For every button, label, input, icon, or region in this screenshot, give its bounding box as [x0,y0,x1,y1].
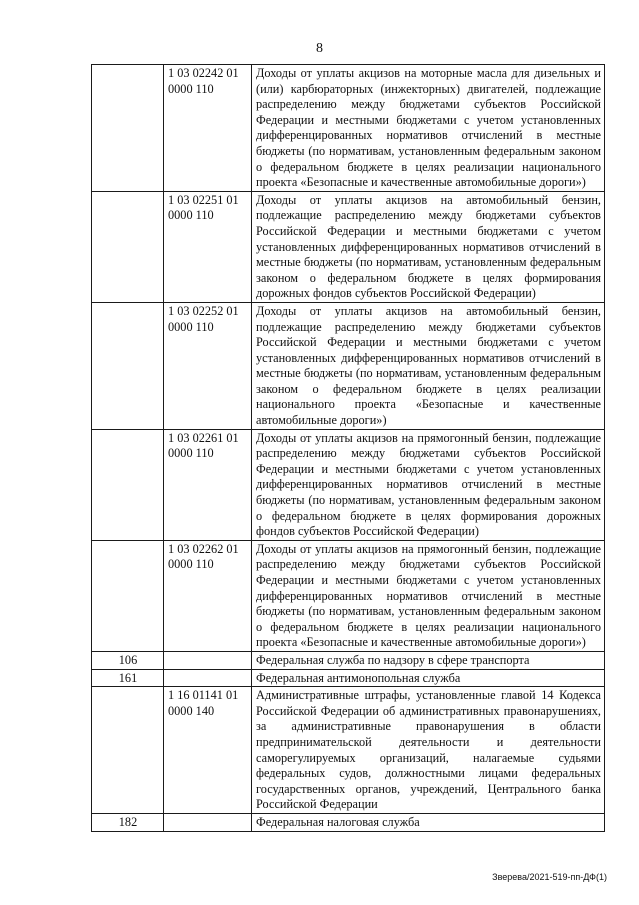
admin-code-cell [92,302,164,429]
budget-code-cell: 1 03 02242 01 0000 110 [164,65,252,192]
budget-code-cell: 1 03 02251 01 0000 110 [164,191,252,302]
description-cell: Доходы от уплаты акцизов на автомобильный бензин, подлежащие распределению между бюджетами субъектов Российской Федерации и местными бюджетами с учетом установленных дифференцированных нормативов отчислений в местные бюджеты (по нормативам, установленным федеральным законом о федеральном бюджете в целях формирования дорожных фондов субъектов Российской Федерации) [252,191,605,302]
description-cell: Федеральная служба по надзору в сфере транспорта [252,651,605,669]
admin-code-cell: 182 [92,813,164,831]
description-cell: Административные штрафы, установленные главой 14 Кодекса Российской Федерации об административных правонарушениях, за административные правонарушения в области предпринимательской деятельности и деятельности саморегулируемых организаций, налагаемые судьями федеральных судов, должностными лицами федеральных государственных органов, учреждений, Центрального банка Российской Федерации [252,687,605,814]
admin-code-cell [92,191,164,302]
description-cell: Федеральная налоговая служба [252,813,605,831]
table-row [92,669,605,687]
admin-code-cell [92,65,164,192]
budget-code-cell: 1 03 02261 01 0000 110 [164,429,252,540]
description-cell: Доходы от уплаты акцизов на автомобильный бензин, подлежащие распределению между бюджетами субъектов Российской Федерации и местными бюджетами с учетом установленных дифференцированных нормативов отчислений в местные бюджеты (по нормативам, установленным федеральным законом о федеральном бюджете в целях реализации национального проекта «Безопасные и качественные автомобильные дороги») [252,302,605,429]
admin-code-cell [92,687,164,814]
table-row [92,65,605,192]
table-row [92,540,605,651]
admin-code-cell [92,429,164,540]
description-cell: Федеральная антимонопольная служба [252,669,605,687]
admin-code-cell [92,540,164,651]
table-row [92,302,605,429]
description-cell: Доходы от уплаты акцизов на прямогонный бензин, подлежащие распределению между бюджетами субъектов Российской Федерации и местными бюджетами с учетом установленных дифференцированных нормативов отчислений в местные бюджеты (по нормативам, установленным федеральным законом о федеральном бюджете в целях реализации национального проекта «Безопасные и качественные автомобильные дороги») [252,540,605,651]
admin-code-cell: 161 [92,669,164,687]
revenue-classification-table [91,64,605,832]
description-cell: Доходы от уплаты акцизов на прямогонный бензин, подлежащие распределению между бюджетами субъектов Российской Федерации и местными бюджетами с учетом установленных дифференцированных нормативов отчислений в местные бюджеты (по нормативам, установленным федеральным законом о федеральном бюджете в целях формирования дорожных фондов субъектов Российской Федерации) [252,429,605,540]
page-number: 8 [316,41,323,56]
admin-code-cell: 106 [92,651,164,669]
budget-code-cell [164,669,252,687]
budget-code-cell [164,813,252,831]
table-row [92,651,605,669]
budget-code-cell [164,651,252,669]
description-cell: Доходы от уплаты акцизов на моторные масла для дизельных и (или) карбюраторных (инжекторных) двигателей, подлежащие распределению между бюджетами субъектов Российской Федерации и местными бюджетами с учетом установленных дифференцированных нормативов отчислений в местные бюджеты (по нормативам, установленным федеральным законом о федеральном бюджете в целях реализации национального проекта «Безопасные и качественные автомобильные дороги») [252,65,605,192]
table-row [92,813,605,831]
budget-code-cell: 1 16 01141 01 0000 140 [164,687,252,814]
budget-code-cell: 1 03 02262 01 0000 110 [164,540,252,651]
document-footer: Зверева/2021-519-пп-ДФ(1) [492,872,607,882]
table-row [92,191,605,302]
budget-code-cell: 1 03 02252 01 0000 110 [164,302,252,429]
table-row [92,429,605,540]
table-row [92,687,605,814]
